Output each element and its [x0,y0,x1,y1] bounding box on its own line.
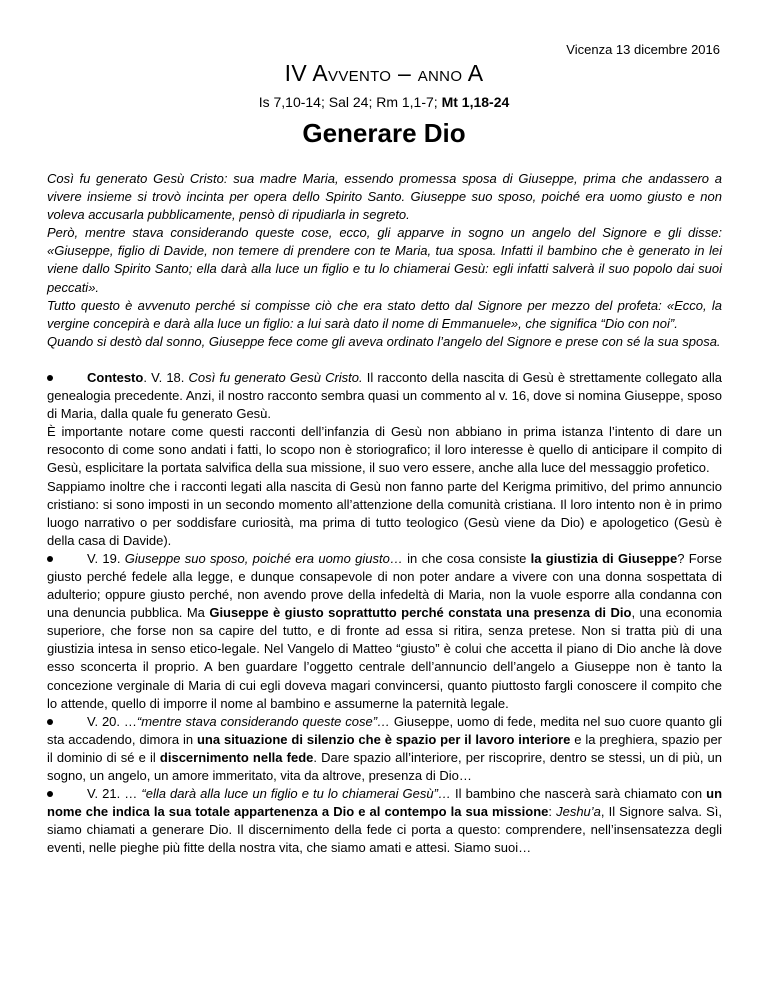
refs-text: Is 7,10-14; Sal 24; Rm 1,1-7; [258,94,442,110]
commentary-paragraph: È importante notare come questi racconti dell’infanzia di Gesù non abbiano in prima istanza l’intento di dare un resoconto di come sono andati i fatti, lo scopo non è storiografico; il loro interesse è quello di anticipare il compito di Gesù, esplicitare la portata salvifica della sua missione, il suo vero essere, anche alla luce del messaggio profetico. [47,424,722,476]
heading-main: IV A [284,60,329,86]
commentary-bullet: Contesto. V. 18. Così fu generato Gesù Cristo. Il racconto della nascita di Gesù è strettamente collegato alla genealogia precedente. Anzi, il nostro racconto sembra quasi un commento al v. 16, dove si nomina Giuseppe, sposo di Maria, dalla quale fu generato Gesù. [47,369,723,422]
heading-smallcaps-2: ANNO [417,68,463,85]
bullet-icon [47,791,53,797]
gospel-paragraph: Però, mentre stava considerando queste cose, ecco, gli apparve in sogno un angelo del Signore e gli disse: «Giuseppe, figlio di Davide, non temere di prendere con te Maria, tua sposa. Infatti il bambino che è generato in lei viene dallo Spirito Santo; ella darà alla luce un figlio e tu lo chiamerai Gesù: egli infatti salverà il suo popolo dai suoi peccati». [47,225,722,295]
commentary-paragraph: Sappiamo inoltre che i racconti legati alla nascita di Gesù non fanno parte del Kerigma primitivo, del primo annuncio cristiano: si sono imposti in un secondo momento all’attenzione della comunità cristiana. Il loro intento non è in primo luogo narrativo o per soddisfare curiosità, ma prima di tutto teologico (Gesù viene da Dio) e apologetico (Gesù è della casa di Davide). [47,478,722,548]
heading-dash: – [391,60,418,86]
bullet-icon [47,375,53,381]
heading-end: A [462,60,484,86]
page-title: Generare Dio [302,118,466,148]
commentary-bullet: V. 19. Giuseppe suo sposo, poiché era uomo giusto… in che cosa consiste la giustizia di Giuseppe? Forse giusto perché fedele alla legge, e dunque consapevole di non poter andare a vivere con una donna sospettata di adulterio; oppure giusto perché, non avendo prove della infedeltà di Maria, non la vuole esporre alla condanna con una denuncia pubblica. Ma Giuseppe è giusto soprattutto perché constata una presenza di Dio, una economia superiore, che forse non sa capire del tutto, e di fronte ad essa si ritira, senza pretese. Non si tratta più di una giustizia intesa in senso etico-legale. Nel Vangelo di Matteo “giusto” è colui che accetta il piano di Dio anche là dove esso sconcerta il proprio. A ben guardare l’oggetto centrale dell’annuncio dell’angelo a Giuseppe non è tanto la concezione verginale di Maria di cui egli doveva magari convincersi, quanto piuttosto fargli conoscere il compito che lo attende, quello di imporre il nome al bambino e assumerne la paternità legale. [47,550,722,711]
gospel-paragraph: Tutto questo è avvenuto perché si compisse ciò che era stato detto dal Signore per mezzo del profeta: «Ecco, la vergine concepirà e darà alla luce un figlio: a lui sarà dato il nome di Emmanuele», che significa “Dio con noi”. [47,297,722,331]
gospel-paragraph: Così fu generato Gesù Cristo: sua madre Maria, essendo promessa sposa di Giuseppe, prima che andassero a vivere insieme si trovò incinta per opera dello Spirito Santo. Giuseppe suo sposo, poiché era uomo giusto e non voleva accusarla pubblicamente, pensò di ripudiarla in segreto. [47,171,722,223]
liturgy-heading [0,60,768,87]
gospel-paragraph: Quando si destò dal sonno, Giuseppe fece come gli aveva ordinato l’angelo del Signore e prese con sé la sua sposa. [47,333,721,349]
refs-gospel: Mt 1,18-24 [441,94,510,110]
bullet-icon [47,719,53,725]
scripture-references [0,94,768,110]
bullet-icon [47,556,53,562]
heading-smallcaps-1: VVENTO [328,68,392,85]
date-line: Vicenza 13 dicembre 2016 [566,42,720,57]
commentary-bullet: V. 21. … “ella darà alla luce un figlio e tu lo chiamerai Gesù”… Il bambino che nascerà sarà chiamato con un nome che indica la sua totale appartenenza a Dio e al contempo la sua missione: Jeshu’a, Il Signore salva. Sì, siamo chiamati a generare Dio. Il discernimento della fede ci porta a questo: comprendere, nell’insensatezza degli eventi, nelle pieghe più fitte della nostra vita, che siamo amati e attesi. Siamo suoi… [47,786,723,856]
gospel-passage [47,170,722,351]
commentary-bullet: V. 20. …“mentre stava considerando queste cose”… Giuseppe, uomo di fede, medita nel suo cuore quanto gli sta accadendo, dimora in una situazione di silenzio che è spazio per il lavoro interiore e la preghiera, spazio per il dominio di sé e il discernimento nella fede. Dare spazio all’interiore, per riscoprire, dentro se stessi, un di più, un sogno, un angelo, un amore immeritato, vita da altrove, presenza di Dio… [47,713,723,783]
document-body [47,170,722,857]
